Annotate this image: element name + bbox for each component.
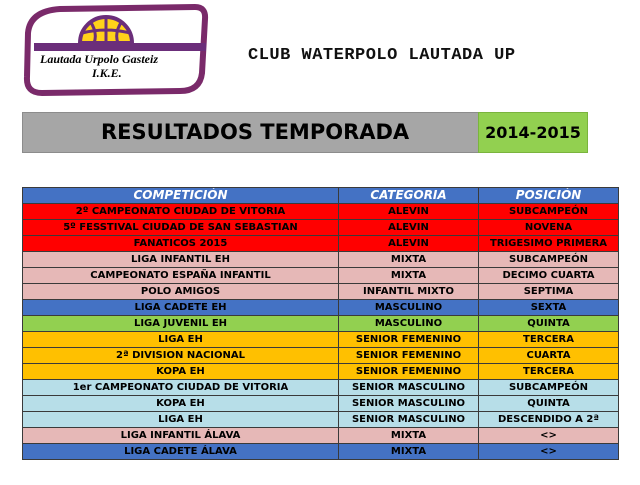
competition-cell: 5º FESSTIVAL CIUDAD DE SAN SEBASTIAN xyxy=(23,220,339,236)
season-badge: 2014-2015 xyxy=(478,112,588,153)
position-cell: QUINTA xyxy=(479,316,619,332)
club-title: CLUB WATERPOLO LAUTADA UP xyxy=(248,46,516,65)
category-cell: MASCULINO xyxy=(339,300,479,316)
header-category: CATEGORIA xyxy=(339,188,479,204)
competition-cell: LIGA CADETE ÁLAVA xyxy=(23,444,339,460)
position-cell: SUBCAMPEÓN xyxy=(479,252,619,268)
table-row xyxy=(23,364,619,380)
competition-cell: 1er CAMPEONATO CIUDAD DE VITORIA xyxy=(23,380,339,396)
position-cell: DESCENDIDO A 2ª xyxy=(479,412,619,428)
logo-text-line1: Lautada Urpolo Gasteiz xyxy=(40,52,159,66)
position-cell: <> xyxy=(479,428,619,444)
table-row xyxy=(23,236,619,252)
competition-cell: POLO AMIGOS xyxy=(23,284,339,300)
results-table-body xyxy=(23,204,619,460)
table-row xyxy=(23,252,619,268)
position-cell: SUBCAMPEÓN xyxy=(479,204,619,220)
position-cell: SEPTIMA xyxy=(479,284,619,300)
table-row xyxy=(23,316,619,332)
banner-title: RESULTADOS TEMPORADA xyxy=(101,120,410,144)
club-logo-graphic xyxy=(20,3,210,98)
header-position: POSICIÓN xyxy=(479,188,619,204)
position-cell: CUARTA xyxy=(479,348,619,364)
position-cell: DECIMO CUARTA xyxy=(479,268,619,284)
competition-cell: LIGA INFANTIL EH xyxy=(23,252,339,268)
category-cell: SENIOR FEMENINO xyxy=(339,364,479,380)
position-cell: SUBCAMPEÓN xyxy=(479,380,619,396)
competition-cell: LIGA EH xyxy=(23,332,339,348)
competition-cell: KOPA EH xyxy=(23,396,339,412)
results-table xyxy=(22,187,619,460)
category-cell: ALEVIN xyxy=(339,220,479,236)
position-cell: QUINTA xyxy=(479,396,619,412)
category-cell: INFANTIL MIXTO xyxy=(339,284,479,300)
competition-cell: LIGA INFANTIL ÁLAVA xyxy=(23,428,339,444)
club-logo xyxy=(20,3,210,98)
position-cell: TERCERA xyxy=(479,332,619,348)
category-cell: MIXTA xyxy=(339,428,479,444)
table-row xyxy=(23,284,619,300)
table-row xyxy=(23,412,619,428)
table-row xyxy=(23,428,619,444)
category-cell: SENIOR MASCULINO xyxy=(339,396,479,412)
category-cell: SENIOR MASCULINO xyxy=(339,412,479,428)
table-row xyxy=(23,300,619,316)
table-row xyxy=(23,380,619,396)
table-header-row xyxy=(23,188,619,204)
table-row xyxy=(23,204,619,220)
category-cell: ALEVIN xyxy=(339,204,479,220)
competition-cell: 2ª DIVISION NACIONAL xyxy=(23,348,339,364)
table-row xyxy=(23,332,619,348)
category-cell: MASCULINO xyxy=(339,316,479,332)
position-cell: TERCERA xyxy=(479,364,619,380)
position-cell: <> xyxy=(479,444,619,460)
competition-cell: LIGA JUVENIL EH xyxy=(23,316,339,332)
position-cell: SEXTA xyxy=(479,300,619,316)
category-cell: SENIOR FEMENINO xyxy=(339,332,479,348)
category-cell: ALEVIN xyxy=(339,236,479,252)
competition-cell: FANATICOS 2015 xyxy=(23,236,339,252)
competition-cell: CAMPEONATO ESPAÑA INFANTIL xyxy=(23,268,339,284)
position-cell: NOVENA xyxy=(479,220,619,236)
category-cell: SENIOR FEMENINO xyxy=(339,348,479,364)
competition-cell: KOPA EH xyxy=(23,364,339,380)
competition-cell: LIGA EH xyxy=(23,412,339,428)
table-row xyxy=(23,396,619,412)
table-row xyxy=(23,268,619,284)
category-cell: SENIOR MASCULINO xyxy=(339,380,479,396)
table-row xyxy=(23,220,619,236)
table-row xyxy=(23,444,619,460)
category-cell: MIXTA xyxy=(339,252,479,268)
table-row xyxy=(23,348,619,364)
logo-text-line2: I.K.E. xyxy=(92,66,122,80)
header-competition: COMPETICIÓN xyxy=(23,188,339,204)
position-cell: TRIGESIMO PRIMERA xyxy=(479,236,619,252)
competition-cell: 2º CAMPEONATO CIUDAD DE VITORIA xyxy=(23,204,339,220)
competition-cell: LIGA CADETE EH xyxy=(23,300,339,316)
category-cell: MIXTA xyxy=(339,268,479,284)
category-cell: MIXTA xyxy=(339,444,479,460)
